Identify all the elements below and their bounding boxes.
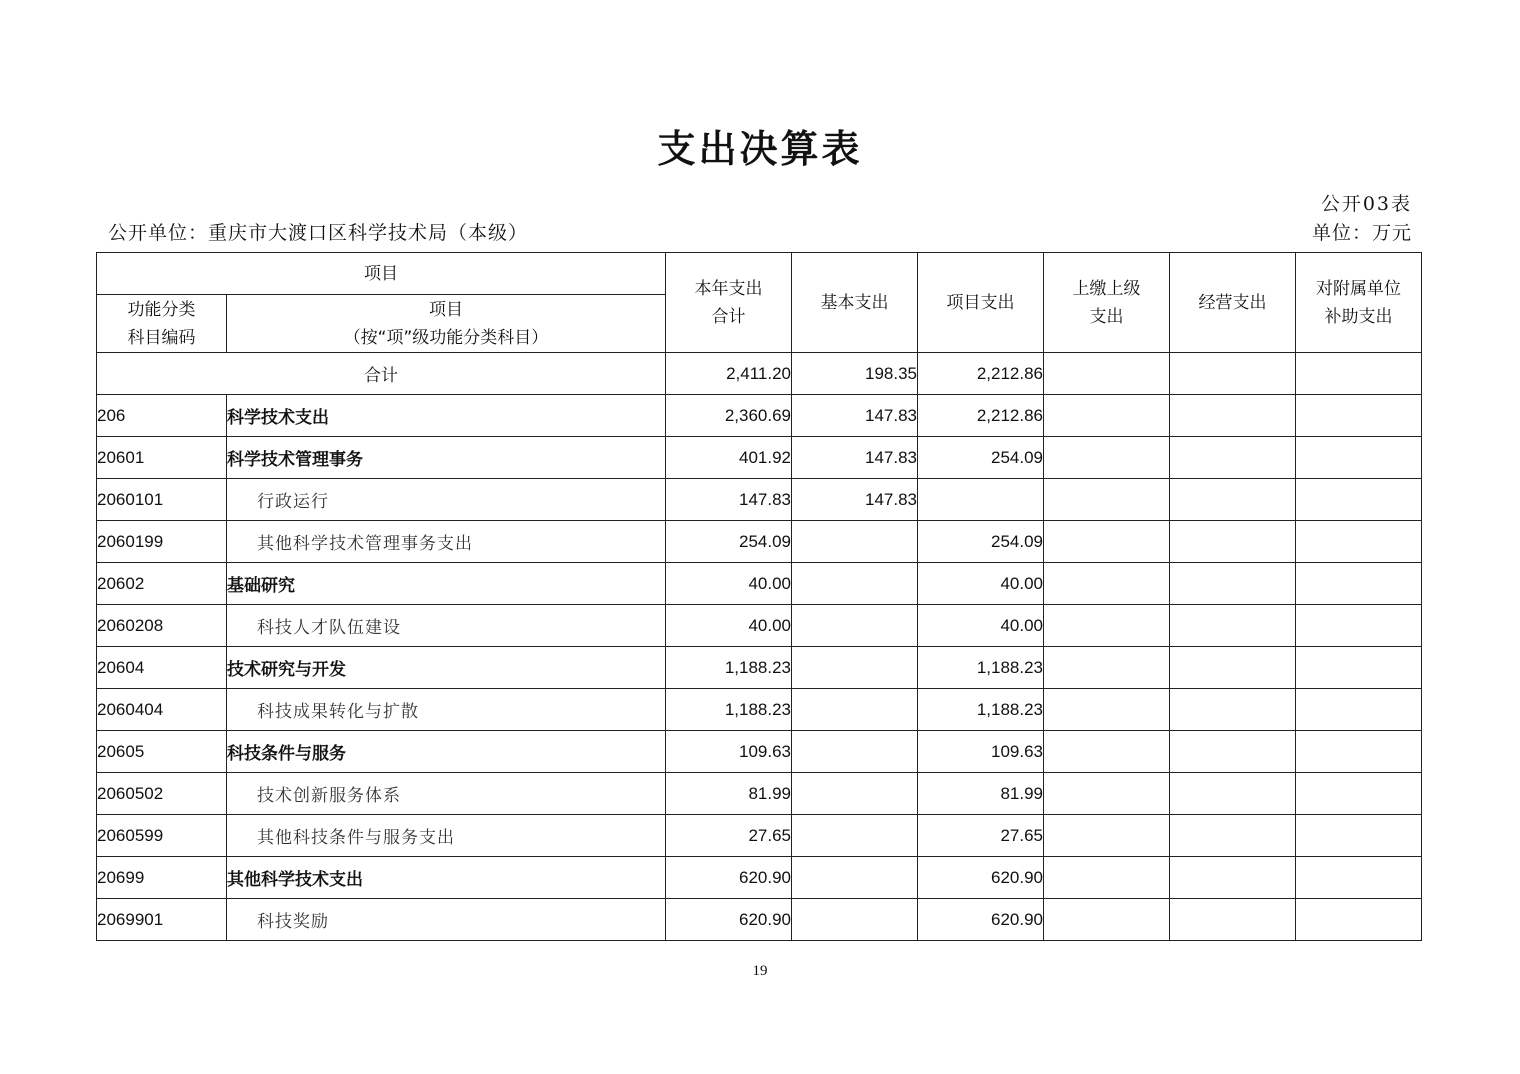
row-total: 109.63 [666,731,792,773]
row-item: 109.63 [918,731,1044,773]
currency-unit: 单位：万元 [1311,222,1412,244]
row-code: 2060404 [97,689,227,731]
row-name: 技术创新服务体系 [227,773,666,815]
row-total: 1,188.23 [666,647,792,689]
row-business [1170,437,1296,479]
row-name: 科学技术支出 [227,395,666,437]
row-upper [1044,647,1170,689]
row-code: 20602 [97,563,227,605]
row-code: 2060208 [97,605,227,647]
row-name: 行政运行 [227,479,666,521]
header-total-line1: 本年支出 [694,278,763,299]
row-upper [1044,605,1170,647]
row-basic [792,731,918,773]
row-business [1170,899,1296,941]
row-basic [792,899,918,941]
row-item: 620.90 [918,899,1044,941]
table-row [97,437,1422,479]
row-subsidy [1296,479,1422,521]
row-name: 科技奖励 [227,899,666,941]
table-row [97,857,1422,899]
row-total: 401.92 [666,437,792,479]
row-code: 2060599 [97,815,227,857]
row-subsidy [1296,731,1422,773]
row-total: 40.00 [666,605,792,647]
header-project: 项目 [97,253,666,295]
row-upper [1044,689,1170,731]
table-row [97,689,1422,731]
expenditure-table [96,252,1422,941]
row-basic: 147.83 [792,479,918,521]
row-code: 20604 [97,647,227,689]
header-upper-line1: 上缴上级 [1072,278,1141,299]
header-name-line1: 项目 [429,299,463,320]
row-item: 1,188.23 [918,689,1044,731]
row-total: 1,188.23 [666,689,792,731]
header-basic: 基本支出 [792,253,918,353]
row-name: 基础研究 [227,563,666,605]
table-row [97,605,1422,647]
row-basic [792,647,918,689]
row-business [1170,773,1296,815]
table-row [97,731,1422,773]
table-row [97,899,1422,941]
header-subsidy-line1: 对附属单位 [1316,278,1401,299]
row-upper [1044,815,1170,857]
header-code-line1: 功能分类 [127,299,196,320]
row-business [1170,605,1296,647]
row-total: 620.90 [666,857,792,899]
row-business [1170,815,1296,857]
header-business: 经营支出 [1170,253,1296,353]
row-upper [1044,395,1170,437]
row-name: 其他科技条件与服务支出 [227,815,666,857]
row-code: 2060199 [97,521,227,563]
row-item: 254.09 [918,437,1044,479]
row-business [1170,521,1296,563]
table-row [97,395,1422,437]
header-name-line2: （按“项”级功能分类科目） [343,327,549,348]
row-basic: 147.83 [792,437,918,479]
row-subsidy [1296,395,1422,437]
row-name: 科技条件与服务 [227,731,666,773]
total-upper [1044,353,1170,395]
header-total [666,253,792,353]
total-label: 合计 [97,353,666,395]
row-name: 科技人才队伍建设 [227,605,666,647]
row-subsidy [1296,773,1422,815]
header-code [97,295,227,353]
row-subsidy [1296,521,1422,563]
row-upper [1044,437,1170,479]
total-business [1170,353,1296,395]
row-item: 27.65 [918,815,1044,857]
row-code: 20601 [97,437,227,479]
row-subsidy [1296,605,1422,647]
row-total: 40.00 [666,563,792,605]
row-item: 1,188.23 [918,647,1044,689]
row-basic [792,563,918,605]
row-item [918,479,1044,521]
table-row [97,521,1422,563]
row-subsidy [1296,857,1422,899]
row-item: 620.90 [918,857,1044,899]
header-upper [1044,253,1170,353]
row-item: 81.99 [918,773,1044,815]
row-basic [792,521,918,563]
row-basic [792,773,918,815]
total-item: 2,212.86 [918,353,1044,395]
header-row-1 [97,253,1422,295]
row-upper [1044,479,1170,521]
row-name: 科学技术管理事务 [227,437,666,479]
table-number: 公开03表 [1320,193,1412,215]
table-row [97,815,1422,857]
row-upper [1044,563,1170,605]
row-item: 2,212.86 [918,395,1044,437]
row-subsidy [1296,815,1422,857]
table-row [97,479,1422,521]
table-row [97,773,1422,815]
row-basic [792,605,918,647]
row-subsidy [1296,899,1422,941]
row-subsidy [1296,689,1422,731]
row-business [1170,479,1296,521]
row-total: 81.99 [666,773,792,815]
row-code: 20699 [97,857,227,899]
row-subsidy [1296,563,1422,605]
row-name: 科技成果转化与扩散 [227,689,666,731]
row-upper [1044,731,1170,773]
row-total: 147.83 [666,479,792,521]
row-upper [1044,521,1170,563]
row-basic [792,815,918,857]
header-item: 项目支出 [918,253,1044,353]
row-total: 620.90 [666,899,792,941]
row-total: 254.09 [666,521,792,563]
row-code: 20605 [97,731,227,773]
row-name: 其他科学技术管理事务支出 [227,521,666,563]
row-name: 技术研究与开发 [227,647,666,689]
row-upper [1044,857,1170,899]
row-upper [1044,899,1170,941]
row-upper [1044,773,1170,815]
row-basic: 147.83 [792,395,918,437]
row-item: 40.00 [918,605,1044,647]
reporting-unit: 公开单位：重庆市大渡口区科学技术局（本级） [108,222,529,244]
row-business [1170,857,1296,899]
row-total: 27.65 [666,815,792,857]
row-item: 40.00 [918,563,1044,605]
row-subsidy [1296,647,1422,689]
row-business [1170,689,1296,731]
header-code-line2: 科目编码 [127,327,196,348]
row-code: 2060502 [97,773,227,815]
row-basic [792,689,918,731]
row-business [1170,395,1296,437]
header-name [227,295,666,353]
total-subsidy [1296,353,1422,395]
header-subsidy-line2: 补助支出 [1324,306,1393,327]
total-basic: 198.35 [792,353,918,395]
page-number: 19 [752,963,768,979]
row-subsidy [1296,437,1422,479]
table-row [97,563,1422,605]
row-business [1170,563,1296,605]
header-subsidy [1296,253,1422,353]
row-code: 2069901 [97,899,227,941]
row-name: 其他科学技术支出 [227,857,666,899]
page-title: 支出决算表 [657,127,863,171]
table-row [97,647,1422,689]
row-code: 2060101 [97,479,227,521]
total-amount: 2,411.20 [666,353,792,395]
row-business [1170,647,1296,689]
header-upper-line2: 支出 [1089,306,1124,327]
header-total-line2: 合计 [711,306,746,327]
row-code: 206 [97,395,227,437]
row-business [1170,731,1296,773]
row-basic [792,857,918,899]
row-total: 2,360.69 [666,395,792,437]
row-item: 254.09 [918,521,1044,563]
total-row [97,353,1422,395]
